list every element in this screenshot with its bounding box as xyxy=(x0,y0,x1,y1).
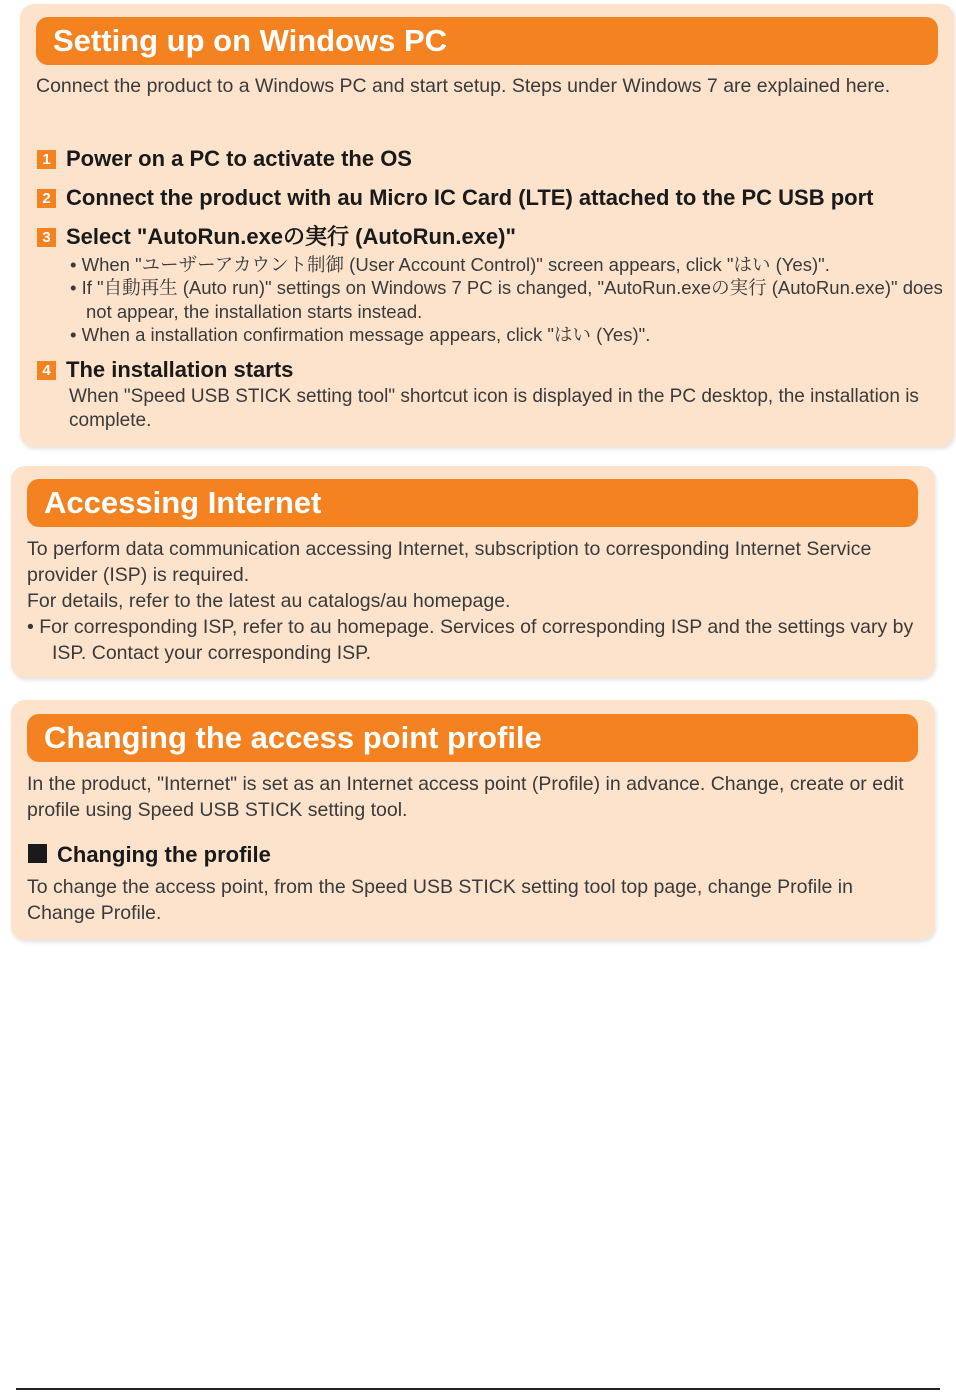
step-label: Select "AutoRun.exeの実行 (AutoRun.exe)" xyxy=(66,224,516,249)
square-bullet-icon xyxy=(28,844,47,863)
profile-sub-text: To change the access point, from the Speed USB STICK setting tool top page, change Profile in Change Profile. xyxy=(27,876,853,924)
step3-note: • If "自動再生 (Auto run)" settings on Windows 7 PC is changed, "AutoRun.exeの実行 (AutoRun.exe)" does not appear, the installation starts instead. xyxy=(70,277,943,322)
step-number: 4 xyxy=(37,361,56,380)
setup-intro: Connect the product to a Windows PC and start setup. Steps under Windows 7 are explained here. xyxy=(36,75,891,97)
internet-para1: To perform data communication accessing Internet, subscription to corresponding Internet Service provider (ISP) is required. xyxy=(27,538,872,586)
step-label: Power on a PC to activate the OS xyxy=(66,146,412,171)
step-number: 1 xyxy=(37,150,56,169)
step-label: Connect the product with au Micro IC Card (LTE) attached to the PC USB port xyxy=(66,185,874,210)
step3-note: • When "ユーザーアカウント制御 (User Account Control)" screen appears, click "はい (Yes)". xyxy=(70,254,830,275)
step-4 xyxy=(37,356,293,384)
step-number: 2 xyxy=(37,189,56,208)
setup-title: Setting up on Windows PC xyxy=(36,17,938,65)
internet-title: Accessing Internet xyxy=(27,479,918,527)
footer-divider xyxy=(16,1388,940,1390)
step-3 xyxy=(37,223,516,251)
profile-intro: In the product, "Internet" is set as an Internet access point (Profile) in advance. Change, create or edit profile using Speed USB STICK setting tool. xyxy=(27,773,904,821)
internet-bullet: • For corresponding ISP, refer to au homepage. Services of corresponding ISP and the settings vary by ISP. Contact your corresponding ISP. xyxy=(27,616,914,664)
internet-para2: For details, refer to the latest au catalogs/au homepage. xyxy=(27,590,511,612)
step-2 xyxy=(37,184,874,212)
step4-description: When "Speed USB STICK setting tool" shortcut icon is displayed in the PC desktop, the installation is complete. xyxy=(69,386,919,431)
profile-subheading xyxy=(28,841,271,869)
profile-title: Changing the access point profile xyxy=(27,714,918,762)
step-label: The installation starts xyxy=(66,357,294,382)
step-number: 3 xyxy=(37,228,56,247)
subheading-label: Changing the profile xyxy=(57,842,271,867)
step3-note: • When a installation confirmation message appears, click "はい (Yes)". xyxy=(70,324,651,345)
step-1 xyxy=(37,145,412,173)
